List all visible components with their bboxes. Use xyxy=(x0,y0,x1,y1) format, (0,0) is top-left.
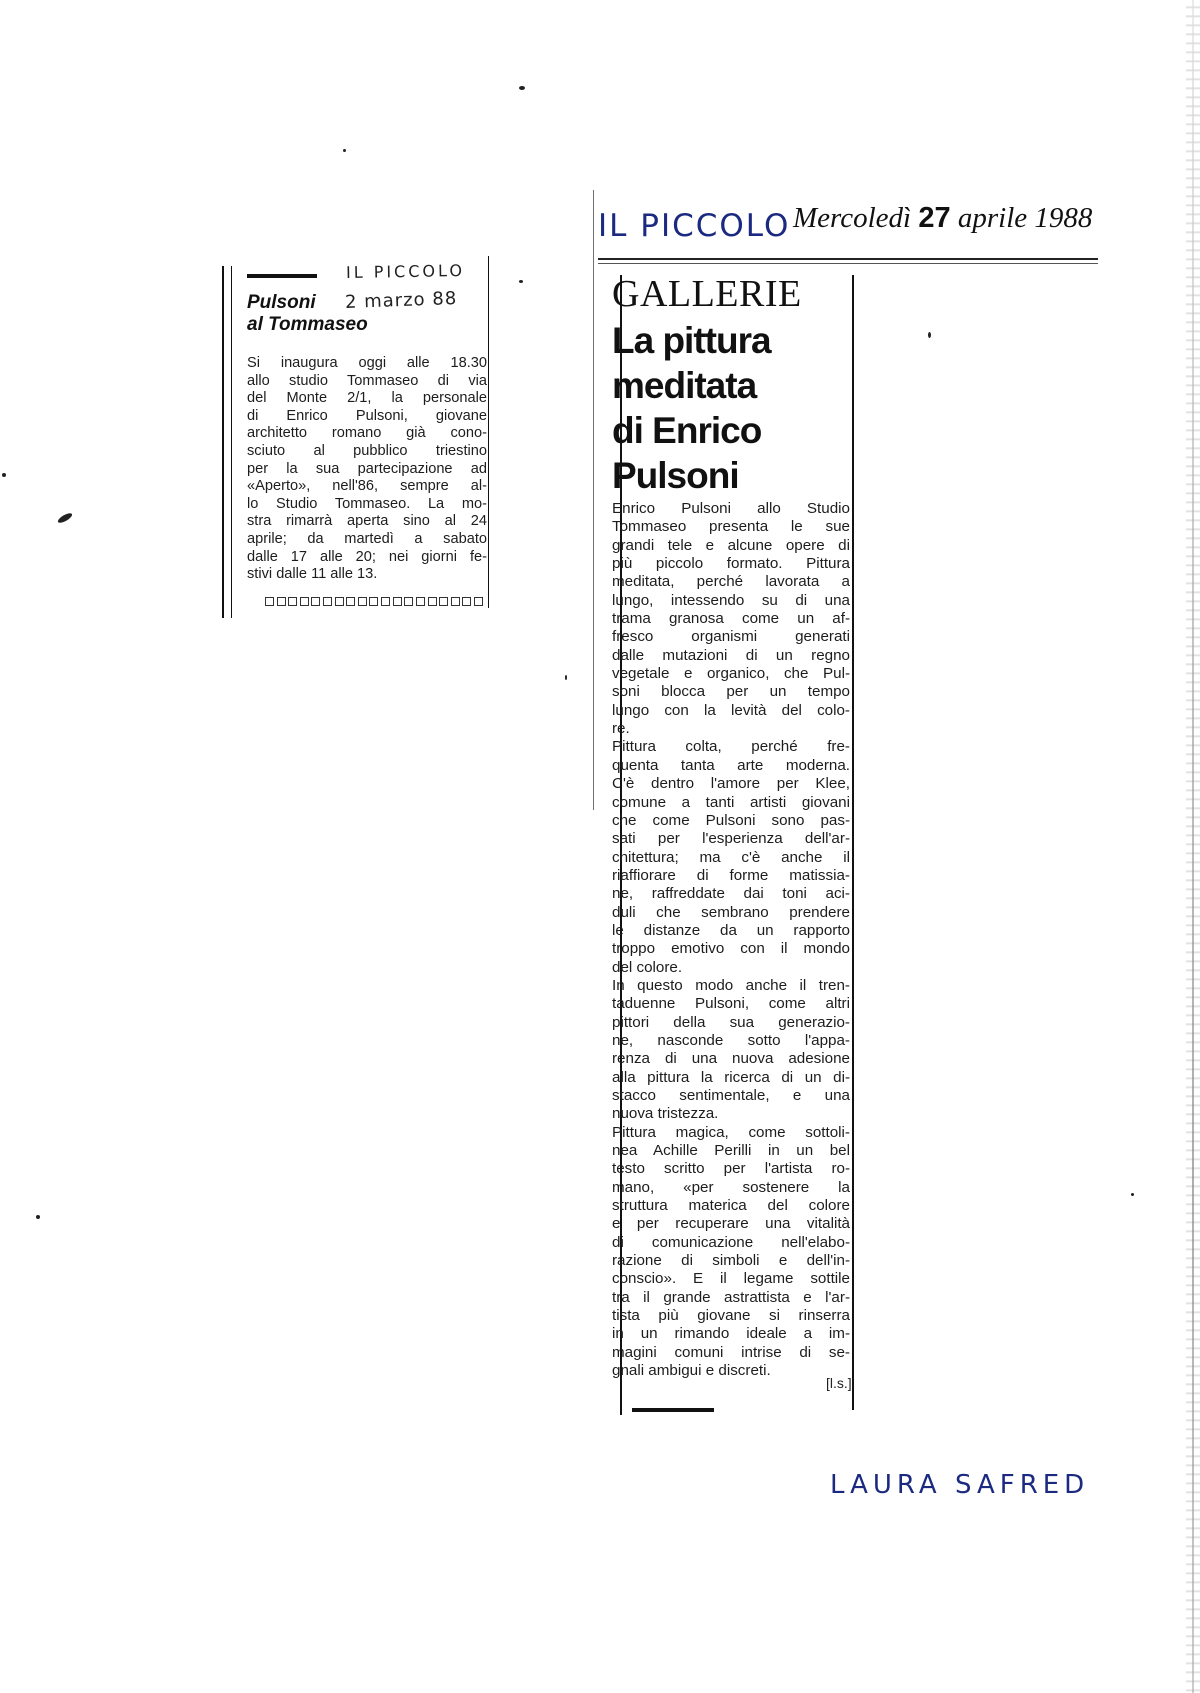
text-line: razione di simboli e dell'in- xyxy=(612,1252,850,1270)
handwritten-date-small: 2 marzo 88 xyxy=(344,288,458,313)
scan-speck xyxy=(519,86,525,90)
text-line: più piccolo formato. Pittura xyxy=(612,555,850,573)
headline-line: meditata xyxy=(612,365,757,406)
text-line: vegetale e organico, che Pul- xyxy=(612,665,850,683)
text-line: meditata, perché lavorata a xyxy=(612,573,850,591)
text-line: taduenne Pulsoni, come altri xyxy=(612,995,850,1013)
text-line: troppo emotivo con il mondo xyxy=(612,940,850,958)
clipping-border-left xyxy=(222,266,224,618)
text-line: conscio». E il legame sottile xyxy=(612,1270,850,1288)
scan-speck xyxy=(519,280,523,283)
clipping-border-right xyxy=(488,256,489,608)
small-clipping-title: Pulsoni xyxy=(247,292,316,313)
text-line: di Enrico Pulsoni, giovane xyxy=(247,407,487,424)
headline-line: La pittura xyxy=(612,320,771,361)
text-line: grandi tele e alcune opere di xyxy=(612,536,850,554)
issue-date-month-year: aprile 1988 xyxy=(957,202,1093,234)
text-line: renza di una nuova adesione xyxy=(612,1050,850,1068)
text-line: dalle 17 alle 20; nei giorni fe- xyxy=(247,548,487,565)
text-line: le distanze da un rapporto xyxy=(612,921,850,939)
ornament-square xyxy=(404,597,413,606)
issue-date xyxy=(793,202,1092,235)
article-end-bar xyxy=(632,1408,714,1412)
text-line: mano, «per sostenere la xyxy=(612,1178,850,1196)
small-clipping-subtitle: al Tommaseo xyxy=(247,314,368,335)
headline-line: di Enrico xyxy=(612,410,762,451)
ornament-square xyxy=(358,597,367,606)
text-line: alla pittura la ricerca di un di- xyxy=(612,1068,850,1086)
small-clipping-ornament xyxy=(265,597,483,609)
text-line: allo studio Tommaseo di via xyxy=(247,372,487,389)
ornament-square xyxy=(300,597,309,606)
text-line: magini comuni intrise di se- xyxy=(612,1343,850,1361)
text-line: Enrico Pulsoni allo Studio xyxy=(612,500,850,517)
small-clipping-body xyxy=(247,355,487,584)
text-line: aprile; da martedì a sabato xyxy=(247,530,487,547)
text-line: del Monte 2/1, la personale xyxy=(247,390,487,407)
text-line: che come Pulsoni sono pas- xyxy=(612,811,850,829)
ornament-square xyxy=(439,597,448,606)
handwritten-masthead-small: IL PICCOLO xyxy=(345,260,466,283)
scan-speck xyxy=(1131,1193,1134,1196)
clipping-cut-edge xyxy=(593,190,594,810)
scan-speck xyxy=(928,332,931,338)
text-line: duli che sembrano prendere xyxy=(612,903,850,921)
article-body xyxy=(612,500,850,1381)
text-line: nea Achille Perilli in un bel xyxy=(612,1142,850,1160)
ornament-square xyxy=(381,597,390,606)
ornament-square xyxy=(311,597,320,606)
ornament-square xyxy=(335,597,344,606)
text-line: architetto romano già cono- xyxy=(247,425,487,442)
scanner-edge-line xyxy=(1192,0,1194,1693)
section-heading: GALLERIE xyxy=(612,273,802,315)
ornament-square xyxy=(474,597,483,606)
ornament-square xyxy=(428,597,437,606)
text-line: dalle mutazioni di un regno xyxy=(612,646,850,664)
ornament-square xyxy=(323,597,332,606)
text-line: lungo con la levità del colo- xyxy=(612,701,850,719)
text-line: sciuto al pubblico triestino xyxy=(247,442,487,459)
scan-speck xyxy=(36,1215,40,1219)
text-line: gnali ambigui e discreti. xyxy=(612,1362,771,1380)
ornament-square xyxy=(462,597,471,606)
article-signature: [l.s.] xyxy=(826,1375,852,1391)
text-line: di comunicazione nell'elabo- xyxy=(612,1233,850,1251)
text-line: trama granosa come un af- xyxy=(612,610,850,628)
clipping-border-inner xyxy=(231,266,232,618)
article-headline xyxy=(612,318,842,498)
text-line: testo scritto per l'artista ro- xyxy=(612,1160,850,1178)
text-line: nuova tristezza. xyxy=(612,1105,719,1123)
text-line: ne, nasconde sotto l'appa- xyxy=(612,1031,850,1049)
text-line: «Aperto», nell'86, sempre al- xyxy=(247,478,487,495)
headline-line: Pulsoni xyxy=(612,455,739,496)
handwritten-masthead: IL PICCOLO xyxy=(598,208,791,244)
text-line: Tommaseo presenta le sue xyxy=(612,518,850,536)
masthead-rule-thin xyxy=(598,263,1098,264)
text-line: sati per l'esperienza dell'ar- xyxy=(612,830,850,848)
text-line: e per recuperare una vitalità xyxy=(612,1215,850,1233)
text-line: del colore. xyxy=(612,958,683,976)
text-line: tra il grande astrattista e l'ar- xyxy=(612,1288,850,1306)
small-clipping-bar xyxy=(247,274,317,278)
text-line: stacco sentimentale, e una xyxy=(612,1087,850,1104)
text-line: C'è dentro l'amore per Klee, xyxy=(612,775,850,793)
ornament-square xyxy=(277,597,286,606)
text-line: Si inaugura oggi alle 18.30 xyxy=(247,355,487,371)
ornament-square xyxy=(288,597,297,606)
scan-speck xyxy=(565,675,567,680)
text-line: tista più giovane si rinserra xyxy=(612,1307,850,1325)
text-line: per la sua partecipazione ad xyxy=(247,460,487,477)
text-line: fresco organismi generati xyxy=(612,628,850,646)
text-line: Pittura colta, perché fre- xyxy=(612,738,850,756)
text-line: quenta tanta arte moderna. xyxy=(612,756,850,774)
text-line: re. xyxy=(612,720,630,738)
scan-speck xyxy=(343,149,346,152)
text-line: In questo modo anche il tren- xyxy=(612,976,850,994)
text-line: pittori della sua generazio- xyxy=(612,1013,850,1031)
text-line: ne, raffreddate dai toni aci- xyxy=(612,885,850,903)
ornament-square xyxy=(346,597,355,606)
text-line: lo Studio Tommaseo. La mo- xyxy=(247,495,487,512)
text-line: comune a tanti artisti giovani xyxy=(612,793,850,811)
text-line: Pittura magica, come sottoli- xyxy=(612,1123,850,1141)
ornament-square xyxy=(416,597,425,606)
issue-date-day: 27 xyxy=(918,202,951,234)
text-line: lungo, intessendo su di una xyxy=(612,591,850,609)
article-border-right xyxy=(852,275,854,1410)
ornament-square xyxy=(369,597,378,606)
issue-date-weekday: Mercoledì xyxy=(793,202,912,234)
masthead-rule xyxy=(598,258,1098,260)
scan-speck xyxy=(2,473,6,477)
handwritten-author-note: LAURA SAFRED xyxy=(830,1470,1090,1500)
ornament-square xyxy=(265,597,274,606)
text-line: chitettura; ma c'è anche il xyxy=(612,848,850,866)
text-line: stivi dalle 11 alle 13. xyxy=(247,566,378,583)
text-line: in un rimando ideale a im- xyxy=(612,1325,850,1343)
text-line: stra rimarrà aperta sino al 24 xyxy=(247,513,487,530)
text-line: struttura materica del colore xyxy=(612,1197,850,1215)
ornament-square xyxy=(393,597,402,606)
ornament-square xyxy=(451,597,460,606)
scan-speck xyxy=(57,511,74,524)
text-line: riaffiorare di forme matissia- xyxy=(612,866,850,884)
text-line: soni blocca per un tempo xyxy=(612,683,850,701)
